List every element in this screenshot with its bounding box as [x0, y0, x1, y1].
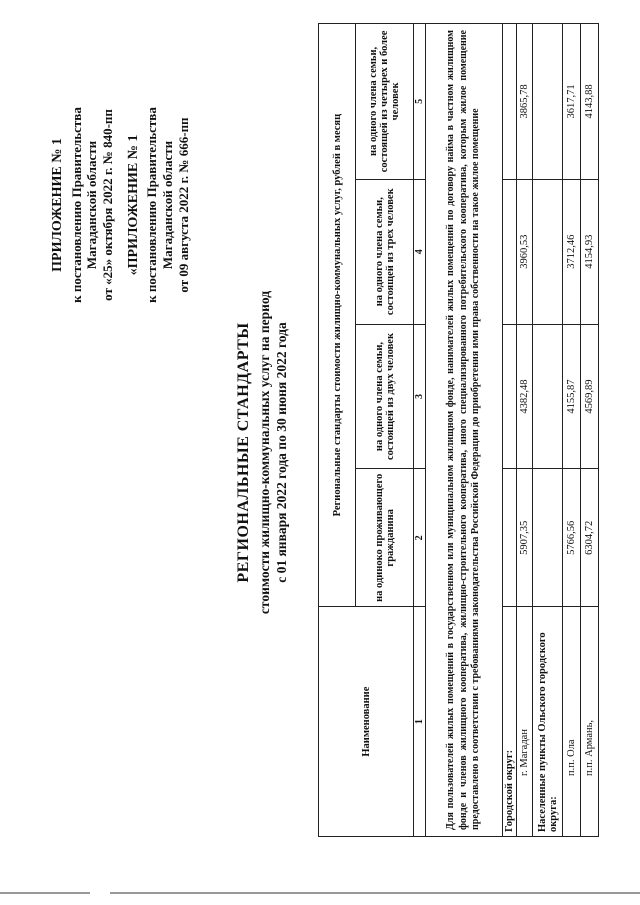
group-olsky-settlements: Населенные пункты Ольского городского округа:	[533, 607, 563, 837]
row-magadan-col2: 5907,35	[517, 469, 533, 607]
appendix-date: от «25» октября 2022 г. № 840-пп	[99, 109, 115, 301]
row-magadan-col5: 3865,78	[517, 24, 533, 180]
header-col5: на одного члена семьи, состоящей из четырех и более человек	[356, 24, 414, 180]
row-arman-col4: 4154,93	[581, 179, 599, 324]
previous-appendix-date: от 09 августа 2022 г. № 666-пп	[175, 117, 191, 293]
appendix-line1: к постановлению Правительства	[68, 107, 84, 303]
col-number-4: 4	[414, 179, 426, 324]
header-col4: на одного члена семьи, состоящей из трех человек	[356, 179, 414, 324]
table-row	[581, 24, 599, 837]
document-subtitle-line1: стоимости жилищно-коммунальных услуг на период	[257, 290, 272, 615]
appendix-title: ПРИЛОЖЕНИЕ № 1	[50, 138, 65, 272]
row-ola-col4: 3712,46	[563, 179, 581, 324]
row-ola-name: п.п. Ола	[563, 607, 581, 837]
row-arman-name: п.п. Армань,	[581, 607, 599, 837]
category-description: Для пользователей жилых помещений в государственном или муниципальном жилищном фонде, нанимателей жилых помещений по договору найма в частном жилищном фонде и членов жилищного кооператива, жилищно-строительного кооператива, иного специализированного потребительского кооператива, которым жилое помещение предоставлено в соответствии с требованиями законодательства Российской Федерации до приобретения ими права собственности на такое жилое помещение	[426, 24, 503, 837]
row-ola-col2: 5766,56	[563, 469, 581, 607]
col-number-5: 5	[414, 24, 426, 180]
col-number-3: 3	[414, 324, 426, 469]
col-number-2: 2	[414, 469, 426, 607]
header-col3: на одного члена семьи, состоящей из двух человек	[356, 324, 414, 469]
row-arman-col5: 4143,88	[581, 24, 599, 180]
appendix-line2: Магаданской области	[84, 140, 100, 270]
previous-appendix-line1: к постановлению Правительства	[144, 107, 160, 303]
appendix-header	[50, 80, 191, 330]
previous-appendix-title: «ПРИЛОЖЕНИЕ № 1	[125, 134, 141, 276]
header-name: Наименование	[319, 607, 414, 837]
col-number-1: 1	[414, 607, 426, 837]
previous-appendix-line2: Магаданской области	[159, 140, 175, 270]
row-arman-col2: 6304,72	[581, 469, 599, 607]
row-magadan-col3: 4382,48	[517, 324, 533, 469]
header-col2: на одиноко проживающего гражданина	[356, 469, 414, 607]
row-magadan-name: г. Магадан	[517, 607, 533, 837]
row-ola-col3: 4155,87	[563, 324, 581, 469]
document-title: РЕГИОНАЛЬНЫЕ СТАНДАРТЫ	[235, 322, 252, 583]
row-arman-col3: 4569,89	[581, 324, 599, 469]
page-bottom-edge	[0, 885, 640, 905]
table-row	[517, 24, 533, 837]
table-row	[563, 24, 581, 837]
group-urban-district: Городской округ:	[503, 607, 517, 837]
header-group: Региональные стандарты стоимости жилищно-коммунальных услуг, рублей в месяц	[319, 24, 356, 607]
row-ola-col5: 3617,71	[563, 24, 581, 180]
standards-table	[318, 23, 599, 837]
document-subtitle-line2: с 01 января 2022 года по 30 июня 2022 года	[273, 322, 289, 583]
row-magadan-col4: 3960,53	[517, 179, 533, 324]
document-title-block	[235, 0, 291, 905]
